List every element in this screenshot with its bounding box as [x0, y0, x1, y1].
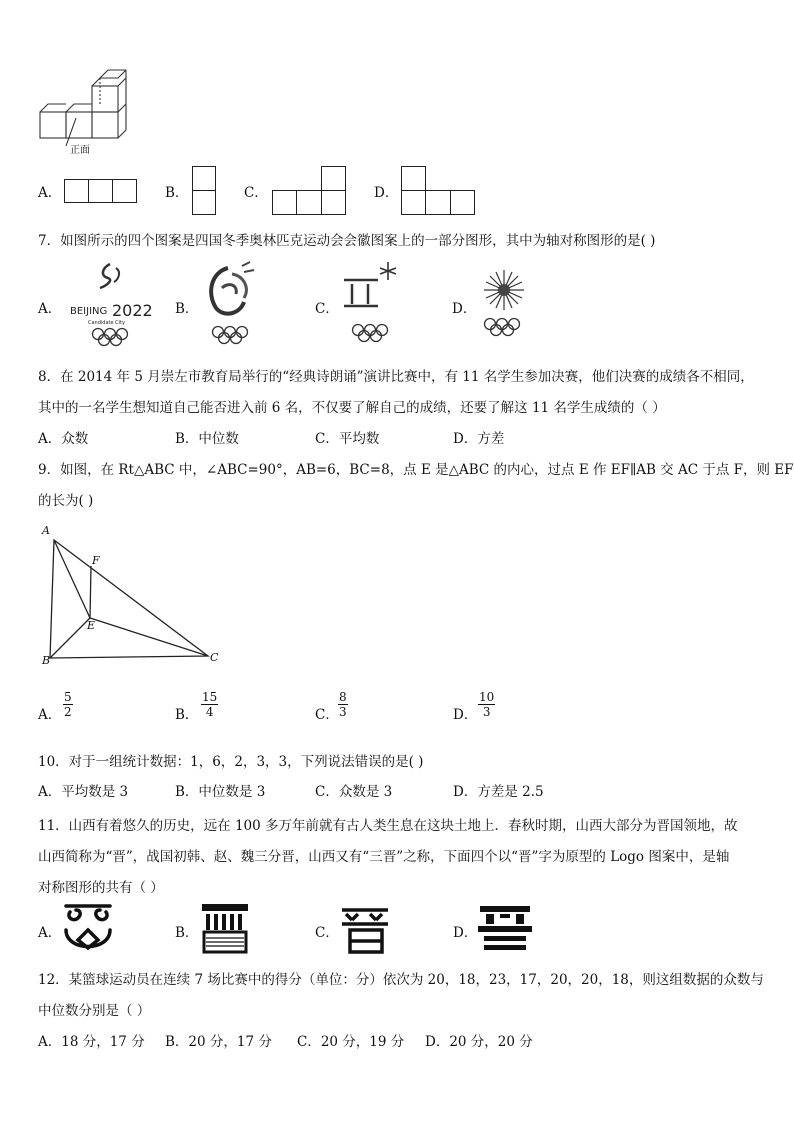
logo-a-text1: BEIJING	[70, 306, 108, 317]
q7-logo-d-snowflake	[474, 258, 544, 348]
q9-option-d-label[interactable]: D．	[453, 707, 478, 723]
point-label-e: E	[87, 619, 96, 632]
q8-stem-line1: 8．在 2014 年 5 月崇左市教育局举行的“经典诗朗诵”演讲比赛中，有 11 名学生参加决赛，他们决赛的成绩各不相同，	[38, 369, 754, 385]
q7-stem: 7．如图所示的四个图案是四国冬季奥林匹克运动会会徽图案上的一部分图形，其中为轴对称图形的是( )	[38, 233, 656, 249]
q9-option-a-label[interactable]: A．	[38, 707, 62, 723]
point-label-b: B	[42, 654, 51, 667]
q7-option-b-label[interactable]: B．	[175, 301, 199, 317]
q7-option-c-label[interactable]: C．	[315, 301, 339, 317]
front-label: 正面	[70, 145, 90, 156]
q7-logo-a-beijing	[60, 258, 160, 348]
q11-stem-line2: 山西简称为“晋”，战国初韩、赵、魏三分晋，山西又有“三晋”之称，下面四个以“晋”字为原型的 Logo 图案中，是轴	[38, 849, 730, 865]
q6-option-b-label[interactable]: B．	[165, 185, 189, 201]
q10-option-c[interactable]: C．众数是 3	[315, 784, 393, 800]
q9-option-a-fraction: 5 2	[64, 690, 72, 719]
q9-option-d-fraction: 10 3	[479, 690, 495, 719]
q12-option-d[interactable]: D．20 分，20 分	[425, 1034, 533, 1050]
q8-option-b[interactable]: B．中位数	[175, 431, 239, 447]
q8-stem-line2: 其中的一名学生想知道自己能否进入前 6 名，不仅要了解自己的成绩，还要了解这 11 名学生成绩的（ ）	[38, 400, 666, 416]
q10-option-a[interactable]: A．平均数是 3	[38, 784, 129, 800]
q9-triangle-figure	[0, 520, 794, 720]
cube-solid-figure	[0, 0, 794, 160]
q11-option-d-label[interactable]: D．	[453, 925, 478, 941]
q8-option-c[interactable]: C．平均数	[315, 431, 380, 447]
q6-option-d-label[interactable]: D．	[374, 185, 399, 201]
q12-option-a[interactable]: A．18 分，17 分	[38, 1034, 145, 1050]
q11-option-b-label[interactable]: B．	[175, 925, 199, 941]
q7-logo-c	[338, 258, 418, 348]
q11-stem-line3: 对称图形的共有（ ）	[38, 880, 164, 896]
point-label-c: C	[210, 651, 219, 664]
q11-stem-line1: 11．山西有着悠久的历史，远在 100 多万年前就有古人类生息在这块土地上．春秋时期，山西大部分为晋国领地，故	[38, 818, 738, 834]
q12-stem-line2: 中位数分别是（ ）	[38, 1003, 151, 1019]
q9-stem-line1: 9．如图，在 Rt△ABC 中，∠ABC=90°，AB=6，BC=8，点 E 是△ABC 的内心，过点 E 作 EF∥AB 交 AC 于点 F，则 EF	[38, 462, 794, 478]
point-label-f: F	[92, 554, 100, 567]
point-label-a: A	[42, 524, 50, 537]
q8-option-d[interactable]: D．方差	[453, 431, 505, 447]
logo-a-text3: Candidate City	[88, 320, 125, 326]
q7-logo-b	[198, 258, 268, 348]
q9-option-b-label[interactable]: B．	[175, 707, 199, 723]
q11-logo-c	[338, 900, 398, 960]
q8-option-a[interactable]: A．众数	[38, 431, 89, 447]
q11-option-c-label[interactable]: C．	[315, 925, 339, 941]
q6-option-c-label[interactable]: C．	[244, 185, 268, 201]
q9-option-c-fraction: 8 3	[339, 690, 347, 719]
q7-option-d-label[interactable]: D．	[452, 301, 477, 317]
q7-option-a-label[interactable]: A．	[38, 301, 62, 317]
q10-option-d[interactable]: D．方差是 2.5	[453, 784, 544, 800]
q11-logo-d	[476, 900, 536, 960]
q9-option-b-fraction: 15 4	[202, 690, 218, 719]
q6-option-a-label[interactable]: A．	[38, 185, 62, 201]
q9-stem-line2: 的长为( )	[38, 493, 94, 509]
q11-logo-a	[60, 900, 120, 960]
q11-logo-b	[198, 900, 258, 960]
q9-option-c-label[interactable]: C．	[315, 707, 339, 723]
q11-option-a-label[interactable]: A．	[38, 925, 62, 941]
q12-stem-line1: 12．某篮球运动员在连续 7 场比赛中的得分（单位：分）依次为 20，18，23，17，20，20，18，则这组数据的众数与	[38, 972, 764, 988]
q12-option-c[interactable]: C．20 分，19 分	[297, 1034, 405, 1050]
logo-a-text2: 2022	[112, 301, 153, 320]
q12-option-b[interactable]: B．20 分，17 分	[165, 1034, 272, 1050]
q10-stem: 10．对于一组统计数据：1，6，2，3，3，下列说法错误的是( )	[38, 754, 424, 770]
q10-option-b[interactable]: B．中位数是 3	[175, 784, 266, 800]
